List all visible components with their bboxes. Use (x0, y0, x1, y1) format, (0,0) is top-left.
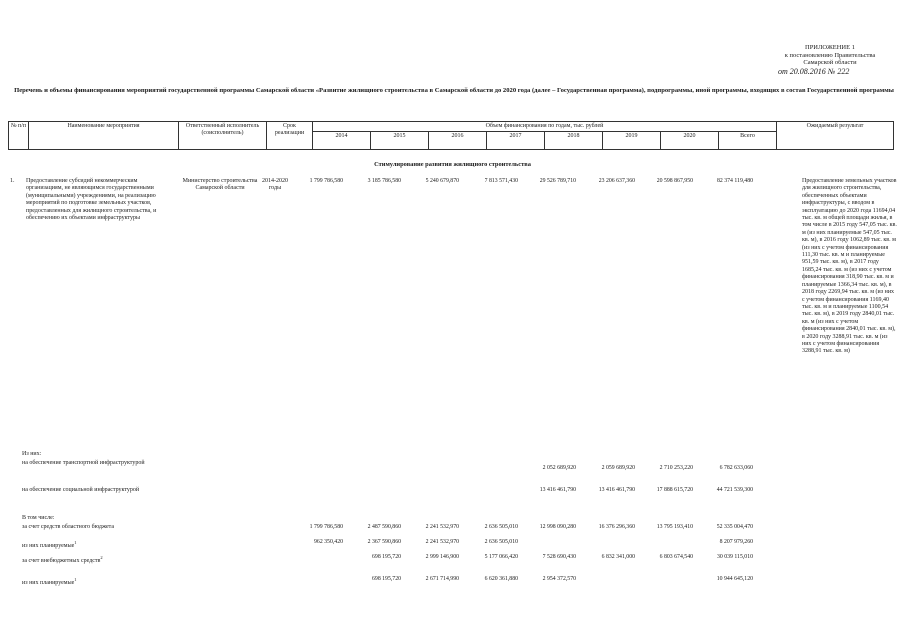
appendix-title: ПРИЛОЖЕНИЕ 1 (805, 44, 855, 51)
header-year: 2019 (603, 132, 661, 150)
header-year: 2018 (545, 132, 603, 150)
appendix-line-2: к постановлению Правительства (784, 51, 876, 59)
row-number: 1. (10, 178, 15, 184)
row1-value-5: 23 206 637,360 (598, 178, 635, 184)
header-result: Ожидаемый результат (777, 122, 894, 150)
header-funding: Объем финансирования по годам, тыс. рублей (313, 122, 777, 132)
offbudget-planned-value-3: 6 620 361,880 (484, 576, 518, 582)
row-expected-result: Предоставление земельных участков для жилищного строительства, обеспеченных объектами инфраструктуры, с вводом в эксплуатацию до 2020 года 11694,04 тыс. кв. м общей площади жилья, в том числе в 2015 году 547,05 тыс. кв. м (из них планируемые 547,05 тыс. кв. м), в 2016 году 1062,89 тыс. кв. м (из них с учетом финансирования 111,30 тыс. кв. м и планируемые 951,59 тыс. кв. м), в 2017 году 1685,24 тыс. кв. м (из них с учетом финансирования 318,90 тыс. кв. м и планируемые 1366,34 тыс. кв. м), в 2018 году 2269,94 тыс. кв. м (из них с учетом финансирования 1169,40 тыс. кв. м и планируемые 1100,54 тыс. кв. м), в 2019 году 2840,01 тыс. кв. м (из них с учетом финансирования 2840,01 тыс. кв. м), в 2020 году 3288,91 тыс. кв. м (из них с учетом финансирования 3288,91 тыс. кв. м) (802, 178, 897, 355)
regional-value-1: 2 487 590,860 (367, 524, 401, 530)
header-executor: Ответственный исполнитель (соисполнитель) (179, 122, 267, 150)
row1-value-0: 1 799 786,580 (309, 178, 343, 184)
footnote-mark: 1 (74, 577, 77, 582)
regional-value-5: 16 376 296,360 (598, 524, 635, 530)
regional-planned-value-7: 8 207 979,260 (719, 539, 753, 545)
row1-value-7: 82 374 119,480 (716, 178, 753, 184)
offbudget-label: за счет внебюджетных средств$^2$ (22, 555, 103, 564)
subheading-including: В том числе: (22, 515, 55, 521)
offbudget-planned-value-4: 2 954 372,570 (542, 576, 576, 582)
document-title: Перечень и объемы финансирования мероприятий государственной программы Самарской области «Развитие жилищного строительства в Самарской области до 2020 года (далее – Государственная программа), подпрограммы, иной программы, входящих в состав Государственной программы (14, 87, 894, 94)
row1-value-6: 20 598 867,950 (656, 178, 693, 184)
header-num: № п/п (9, 122, 29, 150)
header-year: 2016 (429, 132, 487, 150)
regional-value-4: 12 998 090,280 (539, 524, 576, 530)
offbudget-planned-label: из них планируемые$^1$ (22, 577, 77, 586)
subheading-of-them: Из них: (22, 451, 42, 457)
regional-value-0: 1 799 786,580 (309, 524, 343, 530)
offbudget-planned-value-1: 698 195,720 (372, 576, 401, 582)
row1-value-2: 5 240 679,870 (425, 178, 459, 184)
transport-value-6: 2 710 253,220 (659, 465, 693, 471)
offbudget-planned-value-7: 10 944 645,120 (716, 576, 753, 582)
transport-value-7: 6 782 633,060 (719, 465, 753, 471)
header-total: Всего (719, 132, 777, 150)
row1-value-3: 7 813 571,430 (484, 178, 518, 184)
appendix-date: от 20.08.2016 № 222 (778, 67, 850, 76)
offbudget-value-4: 7 528 690,430 (542, 554, 576, 560)
regional-planned-label: из них планируемые$^1$ (22, 540, 77, 549)
social-label: на обеспечение социальной инфраструктурой (22, 487, 140, 493)
footnote-mark: 1 (74, 540, 77, 545)
offbudget-value-5: 6 832 341,000 (601, 554, 635, 560)
row-term: 2014-2020 годы (262, 178, 288, 192)
header-term: Срок реализации (267, 122, 313, 150)
regional-planned-value-2: 2 241 532,970 (425, 539, 459, 545)
appendix-block (770, 44, 890, 67)
regional-planned-value-3: 2 636 505,010 (484, 539, 518, 545)
regional-value-7: 52 335 004,470 (716, 524, 753, 530)
regional-planned-value-1: 2 367 590,860 (367, 539, 401, 545)
header-year: 2017 (487, 132, 545, 150)
social-value-4: 13 416 461,790 (539, 487, 576, 493)
offbudget-value-3: 5 177 066,420 (484, 554, 518, 560)
offbudget-value-7: 30 039 115,010 (716, 554, 753, 560)
social-value-6: 17 888 615,720 (656, 487, 693, 493)
row-measure-name: Предоставление субсидий некоммерческим организациям, не являющимся государственными (муниципальными) учреждениями, на реализацию мероприятий по подготовке земельных участков, предоставленных для жилищного строительства, и обеспечению их объектами инфраструктуры (26, 178, 157, 222)
row1-value-1: 3 185 786,580 (367, 178, 401, 184)
header-table (8, 121, 894, 150)
row1-value-4: 29 526 789,710 (539, 178, 576, 184)
header-year: 2020 (661, 132, 719, 150)
header-name: Наименование мероприятия (29, 122, 179, 150)
regional-planned-value-0: 962 350,420 (314, 539, 343, 545)
appendix-line-3: Самарской области (803, 59, 857, 67)
regional-value-2: 2 241 532,970 (425, 524, 459, 530)
section-title: Стимулирование развития жилищного строительства (374, 161, 531, 168)
footnote-mark: 2 (100, 555, 103, 560)
offbudget-value-2: 2 999 146,900 (425, 554, 459, 560)
social-value-7: 44 721 539,300 (716, 487, 753, 493)
social-value-5: 13 416 461,790 (598, 487, 635, 493)
header-year: 2014 (313, 132, 371, 150)
regional-label: за счет средств областного бюджета (22, 524, 115, 530)
header-year: 2015 (371, 132, 429, 150)
row-executor: Министерство строительства Самарской области (182, 178, 258, 192)
transport-value-5: 2 059 689,920 (601, 465, 635, 471)
offbudget-value-1: 698 195,720 (372, 554, 401, 560)
regional-value-3: 2 636 505,010 (484, 524, 518, 530)
regional-value-6: 13 795 193,410 (656, 524, 693, 530)
transport-value-4: 2 052 689,920 (542, 465, 576, 471)
offbudget-value-6: 6 803 674,540 (659, 554, 693, 560)
offbudget-planned-value-2: 2 671 714,990 (425, 576, 459, 582)
transport-label: на обеспечение транспортной инфраструктурой (22, 460, 145, 466)
